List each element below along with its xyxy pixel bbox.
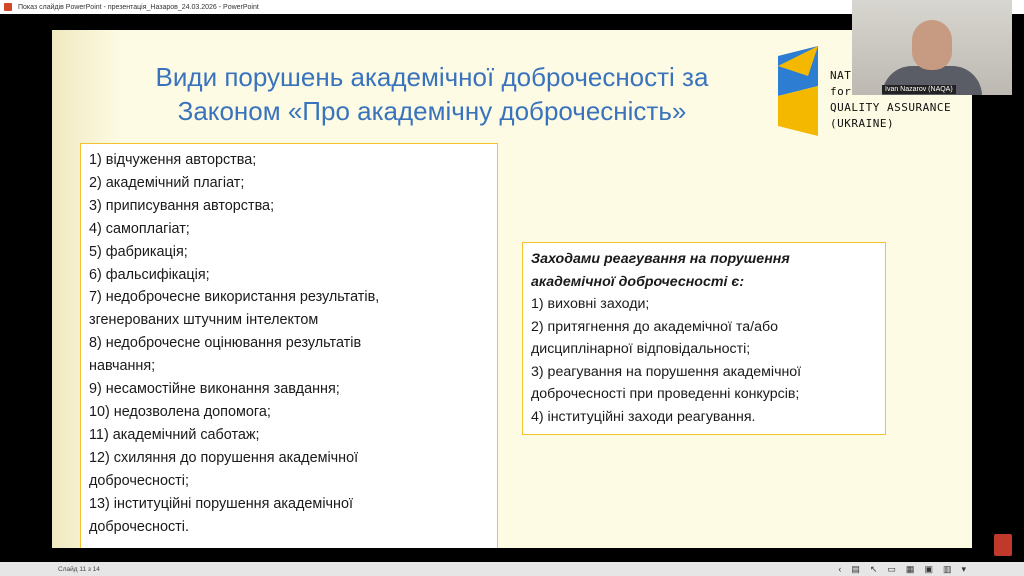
- list-item: доброчесності при проведенні конкурсів;: [531, 386, 800, 402]
- emblem-icon: [994, 534, 1012, 556]
- measures-heading: академічної доброчесності є:: [531, 273, 745, 290]
- speaker-head: [912, 20, 952, 70]
- window-title: Показ слайдів PowerPoint - презентація_Назаров_24.03.2026 - PowerPoint: [18, 3, 259, 11]
- list-item: навчання;: [89, 358, 156, 375]
- status-bar: [0, 562, 1024, 576]
- measures-heading: Заходами реагування на порушення: [531, 251, 790, 267]
- powerpoint-icon: [4, 3, 12, 11]
- slide-title-line2: Законом «Про академічну доброчесність»: [177, 96, 687, 126]
- speaker-video-tile[interactable]: [852, 0, 1012, 95]
- naqa-logo-icon: [778, 46, 818, 136]
- slide-title-line1: Види порушень академічної доброчесності за: [155, 62, 709, 92]
- list-item: 7) недоброчесне використання результатів,: [89, 289, 380, 306]
- notes-icon[interactable]: ▤: [851, 563, 860, 574]
- slide-counter: Слайд 11 з 14: [58, 565, 100, 573]
- list-item: 3) приписування авторства;: [89, 197, 275, 214]
- bottom-letterbox: [0, 548, 1024, 562]
- list-item: згенерованих штучним інтелектом: [89, 312, 319, 329]
- list-item: дисциплінарної відповідальності;: [531, 341, 751, 357]
- list-item: доброчесності;: [89, 472, 189, 489]
- list-item: 4) інституційні заходи реагування.: [531, 408, 756, 425]
- normal-view-icon[interactable]: ▭: [887, 563, 896, 574]
- speaker-name-label: Ivan Nazarov (NAQA): [882, 85, 956, 94]
- list-item: 1) відчуження авторства;: [89, 152, 257, 168]
- list-item: 6) фальсифікація;: [89, 266, 210, 283]
- violations-list-box: [80, 143, 498, 548]
- view-controls: [838, 564, 966, 575]
- list-item: 3) реагування на порушення академічної: [531, 363, 802, 380]
- list-item: 8) недоброчесне оцінювання результатів: [89, 335, 362, 352]
- slide-title: [112, 60, 752, 128]
- list-item: 4) самоплагіат;: [89, 220, 190, 237]
- list-item: 9) несамостійне виконання завдання;: [89, 381, 340, 398]
- list-item: 12) схиляння до порушення академічної: [89, 449, 359, 466]
- slideshow-icon[interactable]: ▥: [942, 563, 952, 574]
- measures-box: [522, 242, 886, 435]
- back-icon[interactable]: ‹: [838, 563, 842, 574]
- slide[interactable]: [52, 30, 972, 548]
- list-item: 2) притягнення до академічної та/або: [531, 318, 778, 335]
- reading-view-icon[interactable]: ▣: [924, 563, 933, 574]
- list-item: 2) академічний плагіат;: [89, 174, 245, 191]
- pointer-icon[interactable]: ↖: [869, 563, 878, 574]
- list-item: 10) недозволена допомога;: [89, 403, 271, 420]
- list-item: 11) академічний саботаж;: [89, 426, 260, 443]
- list-item: 13) інституційні порушення академічної: [89, 495, 353, 512]
- presenter-icon[interactable]: ▾: [961, 563, 966, 574]
- naqa-logo-text: NAT for QUALITY ASSURANCE (UKRAINE): [830, 69, 952, 130]
- slide-sorter-icon[interactable]: ▦: [905, 563, 915, 574]
- list-item: доброчесності.: [89, 518, 189, 535]
- list-item: 1) виховні заходи;: [531, 296, 650, 312]
- list-item: 5) фабрикація;: [89, 243, 188, 260]
